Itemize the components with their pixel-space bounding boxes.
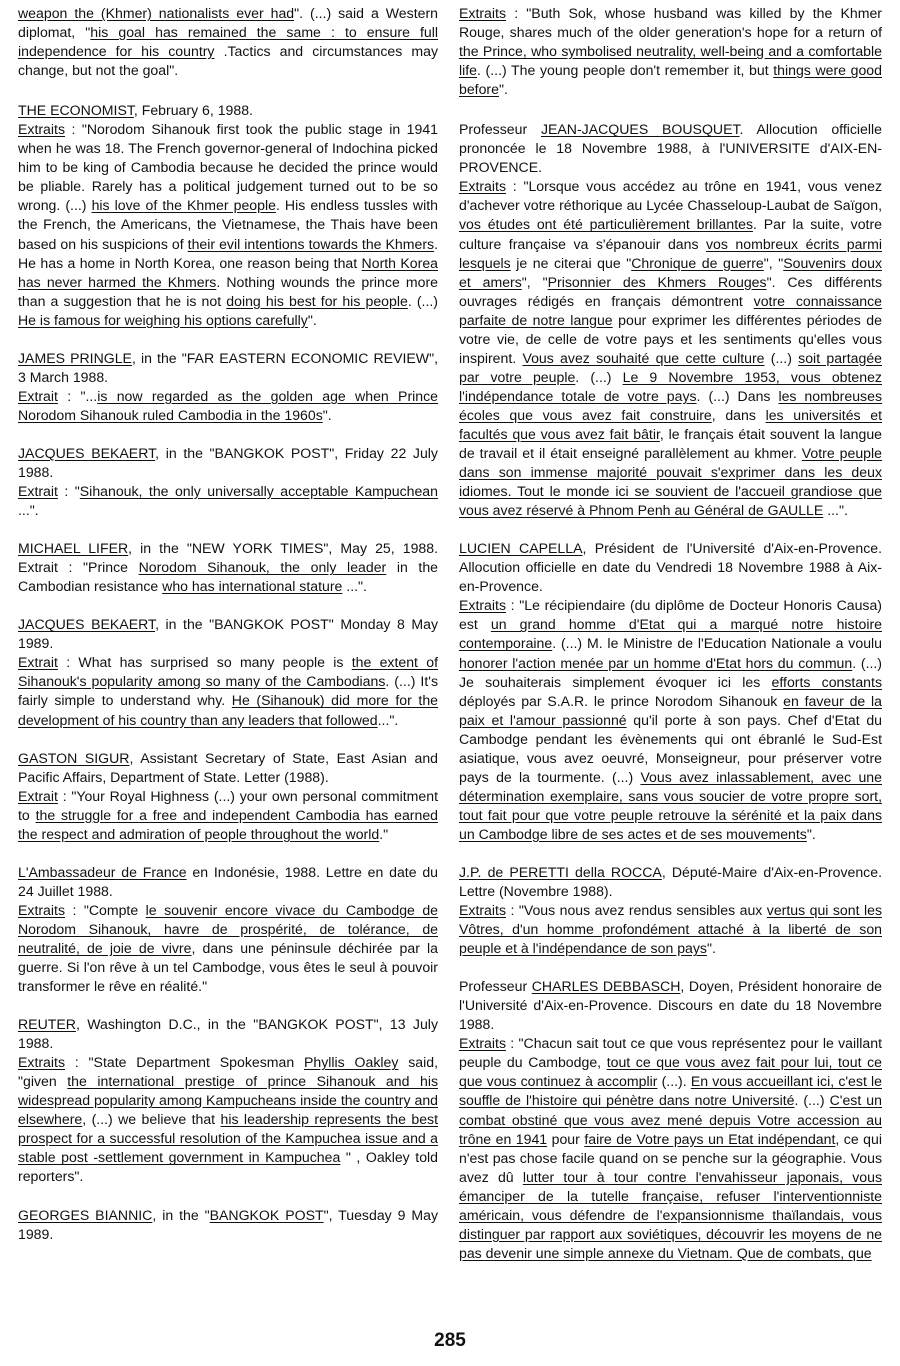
extract-label: Extrait — [18, 387, 58, 404]
underlined-phrase: honorer l'action menée par un homme d'Etat hors du commun — [459, 654, 853, 671]
source-title: Professeur — [459, 121, 541, 138]
source-info: , in the "BANGKOK POST", Friday 22 July 1988. — [18, 444, 438, 480]
underlined-phrase: C'est un combat obstiné que vous avez mené depuis Votre accession au trône en 1941 — [459, 1092, 882, 1147]
quote-text: : "Chacun sait tout ce que vous représentez pour le vaillant peuple du Cambodge, — [459, 1035, 882, 1071]
source-info: . Allocution officielle prononcée le 18 Novembre 1988, à l'UNIVERSITE d'AIX-EN-PROVENCE. — [459, 121, 882, 176]
source-name: GEORGES BIANNIC — [18, 1206, 153, 1223]
underlined-phrase: En vous accueillant ici, c'est le souffle de l'histoire qui pénètre dans notre Université — [459, 1073, 882, 1109]
underlined-phrase: his leadership represents the best prospect for a successful resolution of the Kampuchea issue and a stable post -settlement government in Kampuchea — [18, 1111, 438, 1166]
source-info: , Assistant Secretary of State, East Asian and Pacific Affairs, Department of State. Letter (1988). — [18, 749, 438, 785]
quote-entry-biannic — [18, 1206, 438, 1244]
extract-label: Extraits — [18, 901, 65, 918]
quote-text: ...". — [823, 502, 848, 519]
quote-text: : What has surprised so many people is — [57, 654, 352, 671]
extract-label: Extraits — [459, 178, 506, 195]
quote-entry-buth-sok — [459, 4, 882, 99]
underlined-phrase: Chronique de guerre — [631, 254, 764, 271]
quote-text: . He has a home in North Korea, one reason being that — [18, 235, 438, 271]
underlined-phrase: vos études ont été particulièrement brillantes — [459, 216, 754, 233]
quote-text: ." — [379, 825, 389, 842]
underlined-phrase: BANGKOK POST — [209, 1206, 324, 1223]
quote-text: : "Norodom Sihanouk first took the public stage in 1941 when he was 18. The French governor-general of Indochina picked him to be king of Cambodia because he decided the prince would be pliable. Rarely has a political judgement turned out to be so wrong. (...) — [18, 121, 438, 214]
quote-text: in the Cambodian resistance — [18, 559, 438, 595]
source-name: JACQUES BEKAERT — [18, 444, 156, 461]
underlined-phrase: their evil intentions towards the Khmers — [187, 235, 435, 252]
left-column — [18, 4, 438, 1263]
quote-entry-reuter — [18, 1015, 438, 1186]
source-title: Professeur — [459, 978, 532, 995]
underlined-phrase: Sihanouk, the only universally acceptable Kampuchean — [79, 483, 438, 500]
quote-entry-ambassadeur — [18, 863, 438, 996]
quote-entry-bousquet — [459, 120, 882, 520]
quote-text: ". — [806, 825, 816, 842]
underlined-phrase: doing his best for his people — [226, 292, 408, 309]
underlined-phrase: Prisonnier des Khmers Rouges — [547, 273, 767, 290]
underlined-phrase: the international prestige of prince Sihanouk and his widespread popularity among Kampucheans inside the country and elsewhere — [18, 1073, 438, 1128]
underlined-phrase: lutter tour à tour contre l'envahisseur japonais, vous émanciper de la tutelle française, refuser l'interventionniste américain, vous défendre de l'expansionnisme thaïlandais, vous distinguer par rapport aux soviétiques, découvrir les moyens de ne pas devenir une simple annexe du Vietnam. Que de combats, que — [459, 1168, 882, 1261]
quote-text: . (...) Je souhaiterais simplement évoquer ici les — [459, 654, 883, 690]
underlined-phrase: soit partagée par votre peuple — [459, 349, 882, 385]
underlined-phrase: the Prince, who symbolised neutrality, well-being and a comfortable life — [459, 43, 882, 79]
underlined-phrase: faire de Votre pays un Etat indépendant — [584, 1130, 836, 1147]
source-name: THE ECONOMIST — [18, 102, 134, 119]
continuation-quote — [18, 4, 438, 80]
source-name: GASTON SIGUR — [18, 749, 130, 766]
underlined-phrase: the extent of Sihanouk's popularity among so many of the Cambodians — [18, 654, 438, 690]
quote-text: . (...) Dans — [696, 387, 779, 404]
extract-label: Extraits — [459, 597, 506, 614]
quote-text: déployés par S.A.R. le prince Norodom Sihanouk — [459, 692, 784, 709]
quote-text: . His endless tussles with the French, the Americans, the Vietnamese, the Thais have been based on his suspicions of — [18, 197, 438, 252]
underlined-phrase: Norodom Sihanouk, the only leader — [138, 559, 387, 576]
source-name: JEAN-JACQUES BOUSQUET — [540, 121, 740, 138]
underlined-phrase: les nombreuses écoles que vous avez fait construire — [459, 387, 882, 423]
underlined-phrase: efforts constants — [771, 673, 882, 690]
underlined-phrase: is now regarded as the golden age when Prince Norodom Sihanouk ruled Cambodia in the 1960s — [18, 387, 438, 423]
quote-entry-bekaert-1988 — [18, 444, 438, 520]
source-info: , Washington D.C., in the "BANGKOK POST", 13 July 1988. — [18, 1016, 438, 1052]
underlined-phrase: the struggle for a free and independent Cambodia has earned the respect and admiration of people throughout the world — [18, 806, 439, 842]
underlined-phrase: He (Sihanouk) did more for the development of his country than any leaders that followed — [18, 692, 438, 728]
quote-text: . Nothing wounds the prince more than a suggestion that he is not — [18, 273, 438, 309]
source-info: , Doyen, Président honoraire de l'Université d'Aix-en-Provence. Discours en date du 18 Novembre 1988. — [459, 978, 882, 1033]
quote-text: . (...) M. le Ministre de l'Education Nationale a voulu — [552, 635, 882, 652]
underlined-phrase: things were good before — [459, 62, 882, 98]
source-info: , in the "BANGKOK POST" Monday 8 May 1989. — [18, 616, 438, 652]
underlined-phrase: Souvenirs doux et amers — [459, 254, 882, 290]
underlined-phrase: his goal has remained the same : to ensure full independence for his country — [18, 24, 439, 60]
source-date: , February 6, 1988. — [133, 102, 253, 119]
quote-text: ...". — [342, 578, 367, 595]
extract-label: Extraits — [459, 5, 506, 21]
extract-label: Extraits — [18, 121, 65, 138]
quote-text: ". — [322, 406, 332, 423]
quote-text: (...) — [764, 349, 799, 366]
quote-entry-pringle — [18, 349, 438, 425]
source-name: LUCIEN CAPELLA — [459, 540, 583, 557]
source-name: JAMES PRINGLE — [18, 349, 132, 366]
quote-text: : "Vous nous avez rendus sensibles aux — [506, 902, 767, 919]
quote-text: . (...) It's fairly simple to understand why. — [18, 673, 438, 709]
quote-text: : "Le récipiendaire (du diplôme de Docteur Honoris Causa) est — [459, 597, 882, 633]
extract-label: Extrait — [18, 654, 58, 671]
quote-text: . (...) — [407, 292, 438, 309]
source-info: , Président de l'Université d'Aix-en-Provence. Allocution officielle en date du Vendredi 18 Novembre 1988 à Aix-en-Provence. — [459, 540, 882, 595]
quote-entry-lifer — [18, 539, 438, 596]
source-info: en Indonésie, 1988. Lettre en date du 24 Juillet 1988. — [18, 863, 439, 899]
quote-text: : "Compte — [65, 901, 146, 918]
quote-text: . (...) The young people don't remember it, but — [477, 62, 774, 79]
quote-entry-peretti — [459, 863, 882, 958]
source-name: J.P. de PERETTI della ROCCA — [459, 863, 662, 880]
source-name: CHARLES DEBBASCH — [531, 978, 681, 995]
quote-text: : "Lorsque vous accédez au trône en 1941, vous venez d'achever votre réthorique au Lycée Chasseloup-Laubat de Saïgon, — [459, 178, 882, 214]
underlined-phrase: vos nombreux écrits parmi lesquels — [459, 235, 882, 271]
source-name: REUTER — [18, 1016, 76, 1033]
underlined-phrase: who has international stature — [162, 578, 343, 595]
quote-text: ", " — [521, 273, 548, 290]
quote-text: ". — [498, 81, 508, 98]
underlined-phrase: un grand homme d'Etat qui a marqué notre histoire contemporaine — [459, 616, 882, 652]
source-name: MICHAEL LIFER — [18, 540, 129, 557]
quote-text: , dans une péninsule déchirée par la guerre. Si l'on rêve à un tel Cambodge, vous êtes le seul à pouvoir transformer le rêve en réalité." — [18, 939, 438, 995]
quote-text: . (...) — [575, 368, 623, 385]
quote-text: . (...) — [794, 1092, 830, 1109]
quote-entry-bekaert-1989 — [18, 615, 438, 729]
quote-entry-debbasch — [459, 977, 882, 1263]
quote-text: , ce qui n'est pas chose facile quand on se penche sur la géographie. Vous avez dû — [459, 1130, 882, 1185]
extract-label: Extraits — [459, 1035, 506, 1052]
quote-text: ". (...) said a Western diplomat, " — [18, 5, 438, 41]
quote-text: ...". — [18, 502, 39, 519]
quote-text: ". Ces différents ouvrages rédigés en français démontrent — [459, 273, 883, 309]
quote-text: , le français était souvent la langue de travail et il était enseigné parallèlement au khmer. — [459, 425, 882, 462]
source-name: JACQUES BEKAERT — [18, 616, 156, 633]
underlined-phrase: Votre peuple dans son immense majorité pouvait s'exprimer dans les deux idiomes. Tout le monde ici se souvient de l'accueil grandiose que vous avez réservé à Phnom Penh au Général de GAULLE — [459, 445, 882, 519]
quote-text: : "Buth Sok, whose husband was killed by the Khmer Rouge, shares much of the older generation's hope for a return of — [459, 5, 882, 41]
source-info: , in the "NEW YORK TIMES", May 25, 1988. Extrait : "Prince — [18, 540, 438, 576]
underlined-phrase: weapon the (Khmer) nationalists ever had — [18, 5, 295, 21]
source-info: , in the "FAR EASTERN ECONOMIC REVIEW", 3 March 1988. — [18, 349, 439, 385]
quote-entry-economist — [18, 101, 438, 330]
quote-text: said, "given — [18, 1054, 439, 1090]
underlined-phrase: his love of the Khmer people — [91, 197, 276, 214]
underlined-phrase: North Korea has never harmed the Khmers — [18, 254, 438, 290]
underlined-phrase: Le 9 Novembre 1953, vous obtenez l'indépendance totale de votre pays — [459, 368, 882, 404]
quote-text: " , Oakley told reporters". — [18, 1149, 439, 1185]
extract-label: Extrait — [18, 483, 58, 500]
quote-text: ". — [307, 311, 317, 328]
quote-text: qu'il porte à son pays. Chef d'Etat du Cambodge pendant les évènements qui ont ébranlé le Sud-Est asiatique, vous avez oeuvré, Monseigneur, pour préserver votre pays de la tourmente. (...) — [459, 711, 883, 785]
underlined-phrase: en faveur de la paix et l'amour passionné — [459, 692, 883, 728]
extract-label: Extraits — [18, 1054, 65, 1071]
underlined-phrase: vertus qui sont les Vôtres, d'un homme profondément attaché à la liberté de son peuple et à l'indépendance de son pays — [459, 902, 882, 957]
underlined-phrase: le souvenir encore vivace du Cambodge de Norodom Sihanouk, havre de prospérité, de tolérance, de neutralité, de joie de vivre — [18, 901, 439, 956]
underlined-phrase: Vous avez inlassablement, avec une détermination exemplaire, sans vous soucier de votre propre sort, tout fait pour que votre peuple retrouve la sérénité et la paix dans un Cambodge libre de ses actes et de ses mouvements — [459, 768, 882, 842]
source-name: L'Ambassadeur de France — [18, 863, 187, 880]
source-info: , Député-Maire d'Aix-en-Provence. Lettre (Novembre 1988). — [459, 863, 882, 900]
quote-text: pour exprimer les différentes périodes de votre vie, de celle de votre pays et les sentiments qu'elles vous inspirent. — [459, 311, 882, 366]
extract-label: Extrait — [18, 787, 58, 804]
quote-text: pour — [547, 1130, 585, 1147]
quote-text: je ne citerai que " — [510, 254, 632, 271]
source-info: ", Tuesday 9 May 1989. — [18, 1206, 438, 1242]
underlined-phrase: He is famous for weighing his options carefully — [18, 311, 308, 328]
quote-text: : "State Department Spokesman — [65, 1054, 304, 1071]
quote-text: : "Your Royal Highness (...) your own personal commitment to — [18, 787, 438, 823]
quote-text: . Par la suite, votre culture française va s'épanouir dans — [459, 216, 883, 252]
extract-label: Extraits — [459, 902, 506, 919]
quote-entry-sigur — [18, 749, 438, 844]
right-column — [459, 4, 882, 1282]
underlined-phrase: tout ce que vous avez fait pour lui, tout ce que vous continuez à accomplir — [459, 1054, 882, 1090]
quote-text: : " — [57, 483, 80, 500]
page-number: 285 — [434, 1330, 466, 1351]
underlined-phrase: votre connaissance parfaite de notre langue — [459, 292, 882, 328]
quote-text: ". — [706, 940, 716, 957]
quote-text: , dans — [711, 406, 766, 423]
underlined-phrase: Phyllis Oakley — [304, 1054, 399, 1071]
quote-text: .Tactics and circumstances may change, but not the goal". — [18, 43, 438, 79]
quote-text: ...". — [377, 711, 399, 728]
underlined-phrase: Vous avez souhaité que cette culture — [522, 349, 765, 366]
source-info: , in the " — [152, 1206, 210, 1223]
quote-text: : "... — [57, 387, 98, 404]
quote-text: , (...) we believe that — [82, 1111, 221, 1128]
quote-text: ", " — [763, 254, 784, 271]
quote-entry-capella — [459, 539, 882, 844]
underlined-phrase: les universités et facultés que vous avez fait bâtir — [459, 406, 883, 442]
quote-text: (...). — [657, 1073, 691, 1090]
